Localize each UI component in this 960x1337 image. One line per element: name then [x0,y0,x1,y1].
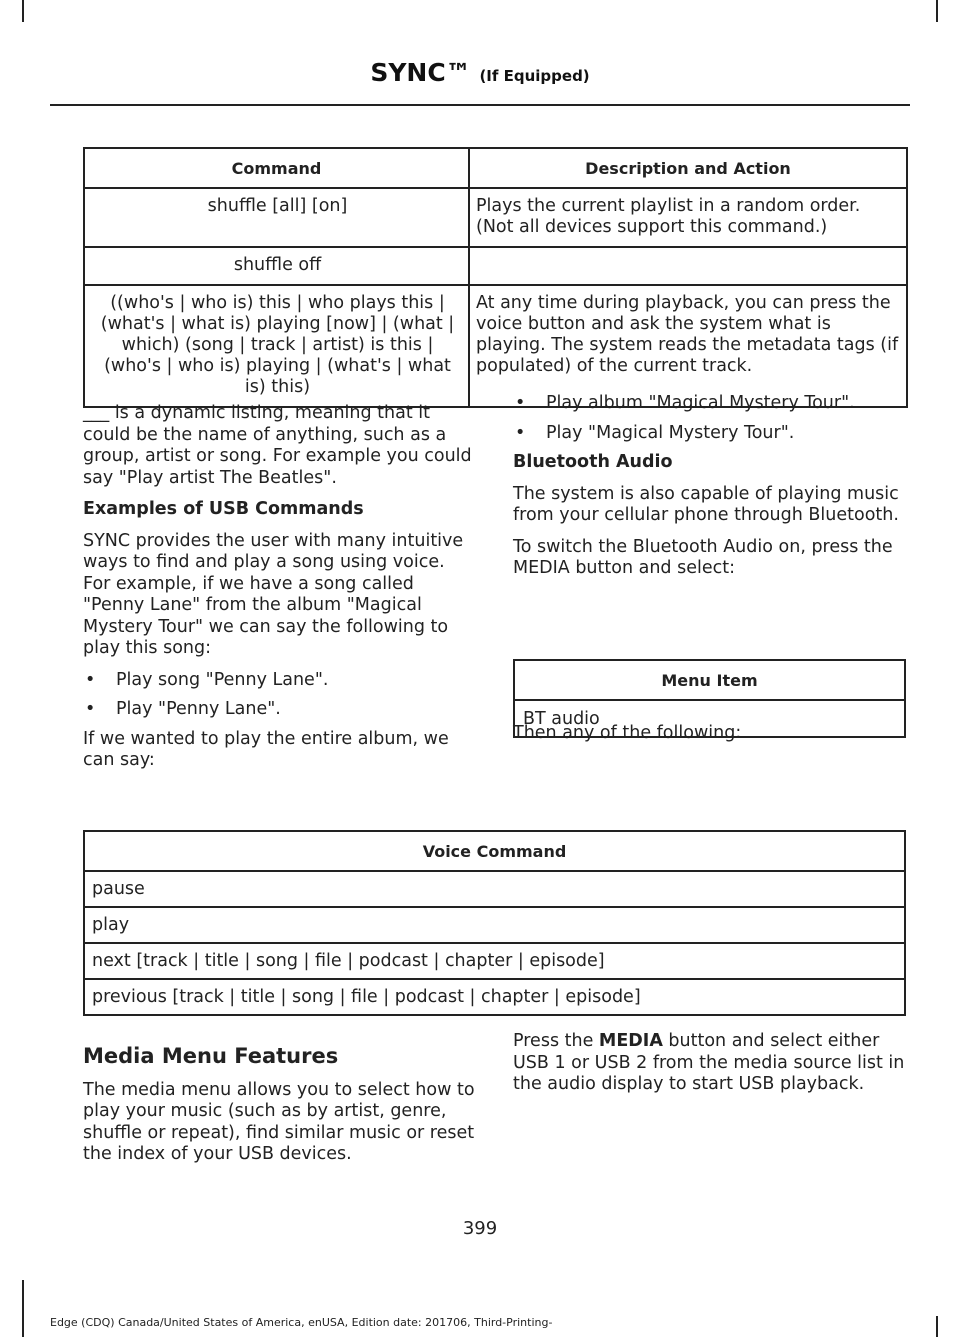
list-item-text: Play "Penny Lane". [116,699,281,719]
usb-examples-paragraph: SYNC provides the user with many intuitive ways to find and play a song using voice. For example, if we have a song called "Penny Lane" from the album "Magical Mystery Tour" we can say the following to play this song: [83,530,464,658]
voice-command-cell: play [84,907,905,943]
media-button-label: MEDIA [598,1031,663,1051]
list-item [83,699,477,721]
description-cell: At any time during playback, you can press the voice button and ask the system what is playing. The system reads the metadata tags (if populated) of the current track. [469,285,907,407]
list-item [513,423,906,445]
table-header-row [84,148,907,188]
then-following-block [513,723,906,755]
command-cell: shuffle [all] [on] [84,188,469,247]
bluetooth-audio-heading: Bluetooth Audio [513,452,673,472]
usb-examples-heading: Examples of USB Commands [83,499,364,519]
list-item-text: Play song "Penny Lane". [116,669,329,690]
bluetooth-paragraph: The system is also capable of playing music from your cellular phone through Bluetooth. [513,483,899,525]
table-row [84,871,905,907]
then-following-text: Then any of the following: [513,723,742,743]
media-menu-heading: Media Menu Features [83,1044,339,1068]
right-column [513,393,906,590]
menu-item-cell: BT audio [514,700,905,737]
media-text-pre: Press the [513,1031,599,1051]
media-menu-paragraph: The media menu allows you to select how to play your music (such as by artist, genre, shuffle or repeat), find similar music or reset the index of your USB devices. [83,1079,475,1164]
table-header-row [514,660,905,700]
dynamic-listing-paragraph: ___ is a dynamic listing, meaning that it could be the name of anything, such as a group, artist or song. For example you could say "Play artist The Beatles". [83,403,472,488]
command-cell: shuffle off [84,247,469,285]
bluetooth-instructions: To switch the Bluetooth Audio on, press the MEDIA button and select: [513,536,893,578]
media-left-column [83,1046,477,1176]
table-row [84,979,905,1015]
description-cell: Plays the current playlist in a random order. (Not all devices support this command.) [469,188,907,247]
column-header-menu-item: Menu Item [514,660,905,700]
page-header [0,58,960,87]
list-item [83,670,477,692]
list-item-text: Play "Magical Mystery Tour". [546,422,795,443]
table-row [84,907,905,943]
description-cell [469,247,907,285]
column-header-voice-command: Voice Command [84,831,905,871]
table-row [84,943,905,979]
table-row [84,188,907,247]
bullet-icon: • [85,699,96,719]
commands-table [83,147,908,408]
header-rule [50,104,910,106]
album-paragraph: If we wanted to play the entire album, we can say: [83,728,449,770]
media-button-paragraph [513,1031,906,1096]
left-column [83,403,477,782]
crop-mark-bottom-right [936,1316,938,1337]
crop-mark-bottom-left [22,1280,24,1337]
page-number: 399 [462,1218,498,1239]
bullet-icon: • [515,393,526,413]
media-text-post: button and select either USB 1 or USB 2 from the media source list in the audio display to start USB playback. [513,1031,905,1094]
crop-mark-top-left [22,0,24,22]
voice-command-cell: pause [84,871,905,907]
list-item-text: Play album "Magical Mystery Tour". [546,393,855,413]
header-subtitle: (If Equipped) [479,67,590,85]
bullet-icon: • [85,669,96,690]
voice-command-table [83,830,906,1016]
voice-command-cell: previous [track | title | song | file | podcast | chapter | episode] [84,979,905,1015]
column-header-description: Description and Action [469,148,907,188]
table-row [84,247,907,285]
list-item [513,393,906,415]
footer-text: Edge (CDQ) Canada/United States of America, enUSA, Edition date: 201706, Third-Printing- [50,1316,553,1329]
table-row [84,285,907,407]
voice-command-cell: next [track | title | song | file | podcast | chapter | episode] [84,943,905,979]
command-cell: ((who's | who is) this | who plays this | (what's | what is) playing [now] | (what | which) (song | track | artist) is this | (who's | who is) playing | (what's | what is) this) [84,285,469,407]
column-header-command: Command [84,148,469,188]
header-title: SYNC™ [370,58,471,87]
media-right-column [513,1031,906,1106]
table-header-row [84,831,905,871]
bullet-icon: • [515,422,526,443]
crop-mark-top-right [936,0,938,22]
